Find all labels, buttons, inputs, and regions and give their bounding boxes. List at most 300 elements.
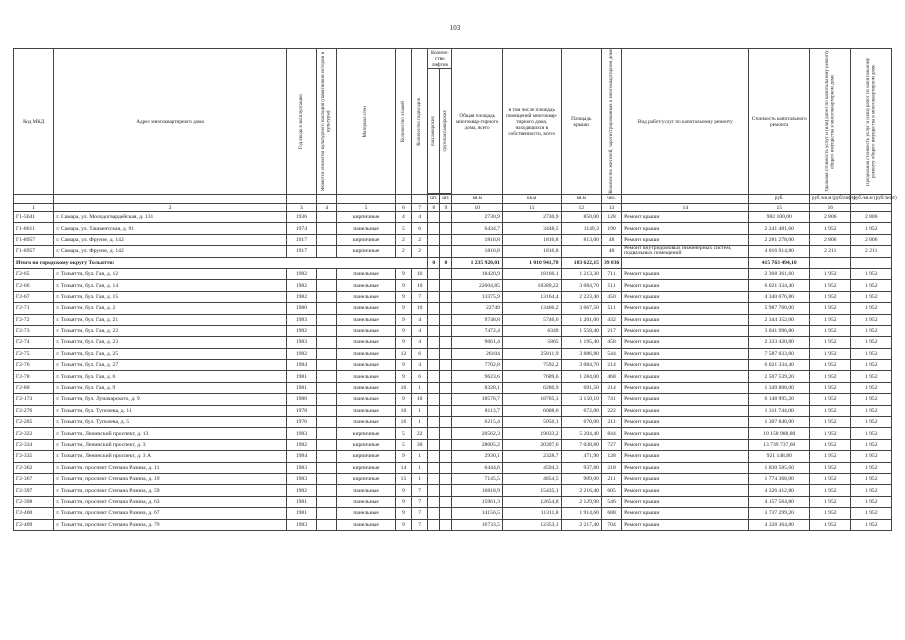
- cell-area-owned: 4854,5: [502, 473, 561, 484]
- header-entrances: Количество подъездов: [412, 49, 428, 195]
- column-number: 2: [54, 204, 286, 212]
- cell-lifts-cargo: [440, 325, 452, 336]
- cell-address: г. Тольятти, Ленинский проспект, д. 3: [54, 439, 286, 450]
- table-row: [14, 394, 892, 405]
- total-unit-blank: [810, 257, 851, 268]
- header-cost: Стоимость капитального ремонта: [749, 49, 810, 195]
- cell-area-owned: 15435,1: [502, 485, 561, 496]
- cell-lifts-pass: [428, 212, 440, 223]
- cell-address: г. Самара, ул. Ташкентская, д. 91: [54, 223, 286, 234]
- cell-unit-cost: 2 806: [810, 212, 851, 223]
- cell-address: г. Тольятти, бул. Гая, д. 23: [54, 337, 286, 348]
- cell-area-total: 28005,2: [452, 439, 503, 450]
- table-row: [14, 451, 892, 462]
- cell-lifts-pass: [428, 246, 440, 257]
- cell-year: 1917: [286, 246, 316, 257]
- cell-area-owned: 6008,6: [502, 405, 561, 416]
- cell-year: 1984: [286, 360, 316, 371]
- cell-address: г. Тольятти, бул. Туполева, д. 11: [54, 405, 286, 416]
- cell-unit-cost: 1 952: [810, 417, 851, 428]
- cell-heritage: [317, 223, 337, 234]
- cell-floors: 9: [395, 291, 411, 302]
- cell-floors: 9: [395, 451, 411, 462]
- table-row: [14, 439, 892, 450]
- cell-unit-cost: 1 952: [810, 291, 851, 302]
- cell-roof-area: 1 195,40: [561, 337, 601, 348]
- cell-floors: 9: [395, 314, 411, 325]
- cell-floors: 5: [395, 439, 411, 450]
- cell-lifts-pass: [428, 325, 440, 336]
- cell-roof-area: 672,00: [561, 405, 601, 416]
- cell-unit-cost: 1 952: [810, 371, 851, 382]
- cell-max-cost: 1 952: [851, 280, 892, 291]
- cell-cost: 1 830 585,60: [749, 462, 810, 473]
- cell-id: Г2-74: [14, 337, 54, 348]
- cell-work-type: Ремонт крыши: [622, 303, 749, 314]
- cell-id: Г2-322: [14, 428, 54, 439]
- cell-material: кирпичные: [337, 451, 396, 462]
- cell-area-owned: 25811,9: [502, 348, 561, 359]
- cell-address: г. Самара, ул. Фрунзе, д. 142: [54, 246, 286, 257]
- cell-material: кирпичные: [337, 428, 396, 439]
- cell-year: 1981: [286, 371, 316, 382]
- cell-unit-cost: 1 952: [810, 439, 851, 450]
- cell-address: г. Тольятти, бул. Гая, д. 12: [54, 268, 286, 279]
- cell-work-type: Ремонт крыши: [622, 212, 749, 223]
- cell-cost: 10 158 988,80: [749, 428, 810, 439]
- header-floors: Количество этажей: [395, 49, 411, 195]
- cell-floors: 9: [395, 325, 411, 336]
- cell-cost: 1 311 744,00: [749, 405, 810, 416]
- cell-roof-area: 1 201,00: [561, 314, 601, 325]
- unit-area-total: кв.м: [452, 195, 503, 204]
- cell-area-owned: 12654,8: [502, 496, 561, 507]
- cell-heritage: [317, 519, 337, 530]
- cell-entrances: 10: [412, 303, 428, 314]
- cell-id: Г2-409: [14, 519, 54, 530]
- cell-roof-area: 1 558,40: [561, 325, 601, 336]
- cell-area-total: 20562,3: [452, 428, 503, 439]
- cell-cost: 3 041 996,80: [749, 325, 810, 336]
- cell-work-type: Ремонт крыши: [622, 462, 749, 473]
- cell-roof-area: 670,00: [561, 417, 601, 428]
- cell-address: г. Самара, ул. Фрунзе, д. 142: [54, 234, 286, 245]
- total-lifts-pass: 0: [428, 257, 440, 268]
- cell-floors: 9: [395, 519, 411, 530]
- cell-cost: 3 737 299,20: [749, 508, 810, 519]
- cell-max-cost: 1 952: [851, 462, 892, 473]
- cell-lifts-pass: [428, 291, 440, 302]
- cell-lifts-cargo: [440, 417, 452, 428]
- cell-cost: 2 368 361,60: [749, 268, 810, 279]
- cell-material: панельные: [337, 303, 396, 314]
- cell-unit-cost: 1 952: [810, 360, 851, 371]
- header-lifts-pass: пассажирских: [428, 69, 440, 194]
- cell-roof-area: 1 213,30: [561, 268, 601, 279]
- cell-lifts-pass: [428, 496, 440, 507]
- cell-heritage: [317, 314, 337, 325]
- cell-lifts-pass: [428, 382, 440, 393]
- cell-unit-cost: 1 952: [810, 325, 851, 336]
- unit-lifts-pass: шт.: [428, 195, 440, 204]
- cell-floors: 2: [395, 246, 411, 257]
- cell-material: панельные: [337, 485, 396, 496]
- cell-area-total: 15961,3: [452, 496, 503, 507]
- total-lifts-cargo: 0: [440, 257, 452, 268]
- cell-lifts-cargo: [440, 382, 452, 393]
- cell-work-type: Ремонт крыши: [622, 394, 749, 405]
- cell-heritage: [317, 428, 337, 439]
- cell-id: Г2-67: [14, 291, 54, 302]
- cell-year: 1981: [286, 508, 316, 519]
- cell-residents: 211: [601, 417, 621, 428]
- cell-year: 1982: [286, 439, 316, 450]
- cell-area-owned: 5865: [502, 337, 561, 348]
- cell-area-owned: 6286,9: [502, 382, 561, 393]
- cell-area-total: 18420,9: [452, 268, 503, 279]
- cell-max-cost: 1 952: [851, 405, 892, 416]
- table-row: [14, 417, 892, 428]
- cell-residents: 727: [601, 439, 621, 450]
- column-number: 7: [412, 204, 428, 212]
- cell-unit-cost: 1 952: [810, 519, 851, 530]
- cell-area-total: 6434,7: [452, 223, 503, 234]
- column-number: 10: [452, 204, 503, 212]
- cell-address: г. Тольятти, бул. Гая, д. 15: [54, 291, 286, 302]
- cell-year: 1974: [286, 223, 316, 234]
- table-row: [14, 212, 892, 223]
- cell-id: Г2-75: [14, 348, 54, 359]
- cell-roof-area: 3 150,10: [561, 394, 601, 405]
- cell-floors: 5: [395, 223, 411, 234]
- cell-lifts-pass: [428, 417, 440, 428]
- cell-lifts-pass: [428, 473, 440, 484]
- cell-residents: 128: [601, 451, 621, 462]
- cell-id: Г2-72: [14, 314, 54, 325]
- cell-area-total: 9661,4: [452, 337, 503, 348]
- cell-material: панельные: [337, 291, 396, 302]
- cell-material: панельные: [337, 382, 396, 393]
- cell-heritage: [317, 462, 337, 473]
- cell-year: 1983: [286, 473, 316, 484]
- unit-max-cost: руб./кв.м (руб/лифт): [851, 195, 892, 204]
- cell-max-cost: 1 952: [851, 314, 892, 325]
- cell-lifts-cargo: [440, 291, 452, 302]
- column-number: 11: [502, 204, 561, 212]
- cell-max-cost: 1 952: [851, 428, 892, 439]
- unit-cost: руб.: [749, 195, 810, 204]
- cell-cost: 2 333 420,80: [749, 337, 810, 348]
- column-number: 16: [810, 204, 851, 212]
- cell-max-cost: 1 952: [851, 519, 892, 530]
- column-number: 6: [395, 204, 411, 212]
- cell-unit-cost: 1 952: [810, 451, 851, 462]
- cell-area-owned: 18166,1: [502, 268, 561, 279]
- cell-residents: 211: [601, 473, 621, 484]
- header-area-owned: в том числе площадь помещений многоквар-тирного дома, находящихся в собственности, всего: [502, 49, 561, 195]
- cell-year: 1981: [286, 496, 316, 507]
- cell-lifts-pass: [428, 223, 440, 234]
- cell-work-type: Ремонт крыши: [622, 314, 749, 325]
- cell-entrances: 7: [412, 485, 428, 496]
- cell-heritage: [317, 325, 337, 336]
- header-address: Адрес многоквартирного дома: [54, 49, 286, 195]
- column-number: 8: [428, 204, 440, 212]
- cell-heritage: [317, 417, 337, 428]
- cell-id: Г2-80: [14, 382, 54, 393]
- cell-residents: 511: [601, 303, 621, 314]
- cell-roof-area: 3 067,50: [561, 303, 601, 314]
- table-row: [14, 382, 892, 393]
- column-number: 5: [337, 204, 396, 212]
- column-number-blank: [851, 204, 892, 212]
- table-row: [14, 519, 892, 530]
- cell-id: Г2-65: [14, 268, 54, 279]
- cell-roof-area: 1 914,60: [561, 508, 601, 519]
- total-label: Итого по городскому округу Тольятти:: [14, 257, 428, 268]
- cell-residents: 741: [601, 394, 621, 405]
- table-row: [14, 428, 892, 439]
- cell-material: кирпичные: [337, 462, 396, 473]
- cell-max-cost: 1 952: [851, 223, 892, 234]
- cell-area-owned: 5056,1: [502, 417, 561, 428]
- cell-lifts-pass: [428, 485, 440, 496]
- cell-max-cost: 1 952: [851, 337, 892, 348]
- cell-lifts-pass: [428, 394, 440, 405]
- header-lifts-cargo: грузопассажирских: [440, 69, 452, 194]
- cell-unit-cost: 1 952: [810, 337, 851, 348]
- cell-unit-cost: 1 952: [810, 223, 851, 234]
- cell-lifts-cargo: [440, 337, 452, 348]
- cell-heritage: [317, 451, 337, 462]
- cell-lifts-cargo: [440, 462, 452, 473]
- cell-lifts-pass: [428, 280, 440, 291]
- table-row: [14, 223, 892, 234]
- cell-area-owned: 6349: [502, 325, 561, 336]
- cell-work-type: Ремонт крыши: [622, 223, 749, 234]
- cell-unit-cost: 1 952: [810, 473, 851, 484]
- column-numbers-row: [14, 204, 892, 212]
- cell-max-cost: 1 952: [851, 371, 892, 382]
- cell-id: Г2-397: [14, 485, 54, 496]
- cell-floors: 9: [395, 508, 411, 519]
- cell-work-type: Ремонт крыши: [622, 473, 749, 484]
- cell-year: 1982: [286, 325, 316, 336]
- cell-unit-cost: 1 952: [810, 405, 851, 416]
- cell-unit-cost: 1 952: [810, 508, 851, 519]
- cell-entrances: 1: [412, 382, 428, 393]
- cell-lifts-pass: [428, 405, 440, 416]
- cell-residents: 704: [601, 519, 621, 530]
- cell-residents: 605: [601, 485, 621, 496]
- cell-area-owned: 1816,8: [502, 234, 561, 245]
- cell-id: Г1-8957: [14, 234, 54, 245]
- cell-unit-cost: 1 952: [810, 303, 851, 314]
- cell-lifts-cargo: [440, 405, 452, 416]
- cell-max-cost: 1 952: [851, 439, 892, 450]
- cell-floors: 16: [395, 405, 411, 416]
- cell-id: Г2-73: [14, 325, 54, 336]
- cell-material: панельные: [337, 405, 396, 416]
- column-number: 14: [622, 204, 749, 212]
- cell-floors: 9: [395, 485, 411, 496]
- cell-year: 1982: [286, 268, 316, 279]
- cell-floors: 5: [395, 428, 411, 439]
- cell-work-type: Ремонт крыши: [622, 280, 749, 291]
- cell-roof-area: 3 084,70: [561, 360, 601, 371]
- cell-entrances: 7: [412, 519, 428, 530]
- cell-lifts-cargo: [440, 485, 452, 496]
- cell-lifts-pass: [428, 439, 440, 450]
- cell-max-cost: 1 952: [851, 451, 892, 462]
- cell-heritage: [317, 246, 337, 257]
- cell-roof-area: 3 084,70: [561, 280, 601, 291]
- cell-roof-area: 5 204,40: [561, 428, 601, 439]
- cell-cost: 4 340 076,80: [749, 291, 810, 302]
- cell-area-owned: 12353,1: [502, 519, 561, 530]
- cell-area-owned: 4594,3: [502, 462, 561, 473]
- cell-lifts-pass: [428, 451, 440, 462]
- cell-work-type: Ремонт внутридомовых инженерных систем, подвальных помещений: [622, 246, 749, 257]
- table-row: [14, 405, 892, 416]
- cell-residents: 844: [601, 428, 621, 439]
- cell-lifts-cargo: [440, 519, 452, 530]
- table-row: [14, 473, 892, 484]
- cell-work-type: Ремонт крыши: [622, 519, 749, 530]
- column-number: 9: [440, 204, 452, 212]
- header-residents: Количество жителей, зарегистрированных в многоквартирном доме: [601, 49, 621, 195]
- cell-material: кирпичные: [337, 473, 396, 484]
- table-row: [14, 246, 892, 257]
- cell-area-total: 6215,4: [452, 417, 503, 428]
- cell-area-total: 13375,9: [452, 291, 503, 302]
- cell-work-type: Ремонт крыши: [622, 451, 749, 462]
- header-heritage: Является объектом культурного наследия (памятником истории и культуры): [317, 49, 337, 195]
- header-unit-cost: Удельная стоимость услуг и (или) работ по капитальному ремонту общего имущества в многоквартирном доме: [810, 49, 851, 195]
- cell-max-cost: 1 952: [851, 291, 892, 302]
- cell-residents: 711: [601, 268, 621, 279]
- cell-cost: 2 281 278,00: [749, 234, 810, 245]
- cell-year: 1983: [286, 462, 316, 473]
- cell-area-owned: 3448,5: [502, 223, 561, 234]
- cell-residents: 222: [601, 405, 621, 416]
- cell-roof-area: 471,90: [561, 451, 601, 462]
- table-row: [14, 280, 892, 291]
- cell-entrances: 1: [412, 462, 428, 473]
- cell-year: 1980: [286, 394, 316, 405]
- cell-cost: 7 587 033,60: [749, 348, 810, 359]
- cell-work-type: Ремонт крыши: [622, 268, 749, 279]
- cell-cost: 1 774 368,00: [749, 473, 810, 484]
- cell-id: Г1-8611: [14, 223, 54, 234]
- cell-entrances: 10: [412, 394, 428, 405]
- cell-year: 1983: [286, 337, 316, 348]
- cell-id: Г2-335: [14, 451, 54, 462]
- cell-unit-cost: 1 952: [810, 394, 851, 405]
- column-number: 13: [601, 204, 621, 212]
- cell-heritage: [317, 348, 337, 359]
- cell-entrances: 4: [412, 325, 428, 336]
- cell-work-type: Ремонт крыши: [622, 496, 749, 507]
- cell-area-owned: 18389,22: [502, 280, 561, 291]
- cell-address: г. Тольятти, бул. Гая, д. 21: [54, 314, 286, 325]
- cell-unit-cost: 2 806: [810, 234, 851, 245]
- cell-max-cost: 1 952: [851, 382, 892, 393]
- cell-lifts-cargo: [440, 394, 452, 405]
- cell-floors: 2: [395, 234, 411, 245]
- cell-floors: 9: [395, 360, 411, 371]
- cell-floors: 9: [395, 394, 411, 405]
- cell-id: Г2-276: [14, 405, 54, 416]
- cell-max-cost: 1 952: [851, 360, 892, 371]
- cell-work-type: Ремонт крыши: [622, 291, 749, 302]
- cell-area-owned: 7592,2: [502, 360, 561, 371]
- cell-id: Г2-285: [14, 417, 54, 428]
- cell-lifts-cargo: [440, 280, 452, 291]
- cell-entrances: 7: [412, 508, 428, 519]
- cell-heritage: [317, 212, 337, 223]
- cell-residents: 468: [601, 371, 621, 382]
- cell-area-owned: 18705,3: [502, 394, 561, 405]
- cell-residents: 128: [601, 212, 621, 223]
- cell-area-owned: 13164,4: [502, 291, 561, 302]
- cell-residents: 458: [601, 337, 621, 348]
- cell-lifts-cargo: [440, 371, 452, 382]
- cell-residents: 544: [601, 348, 621, 359]
- table-row: [14, 496, 892, 507]
- header-year: Год ввода в эксплуатацию: [286, 49, 316, 195]
- cell-lifts-cargo: [440, 508, 452, 519]
- cell-floors: 16: [395, 382, 411, 393]
- cell-address: г. Тольятти, проспект Степана Разина, д. 19: [54, 473, 286, 484]
- cell-unit-cost: 1 952: [810, 382, 851, 393]
- cell-roof-area: 2 217,40: [561, 519, 601, 530]
- cell-residents: 450: [601, 291, 621, 302]
- cell-material: панельные: [337, 314, 396, 325]
- cell-heritage: [317, 337, 337, 348]
- cell-id: Г2-367: [14, 473, 54, 484]
- cell-id: Г2-400: [14, 508, 54, 519]
- column-number: 15: [749, 204, 810, 212]
- header-material: Материал стен: [337, 49, 396, 195]
- header-lifts: Количе-ство лифтов: [428, 49, 452, 69]
- cell-unit-cost: 1 952: [810, 348, 851, 359]
- table-row: [14, 508, 892, 519]
- cell-lifts-cargo: [440, 451, 452, 462]
- cell-max-cost: 1 952: [851, 496, 892, 507]
- unit-area-owned: кв.м: [502, 195, 561, 204]
- cell-roof-area: [561, 246, 601, 257]
- cell-address: г. Тольятти, проспект Степана Разина, д. 59: [54, 485, 286, 496]
- total-roof-area: 183 622,15: [561, 257, 601, 268]
- cell-address: г. Самара, ул. Молодогвардейская, д. 131: [54, 212, 286, 223]
- cell-area-total: 18576,7: [452, 394, 503, 405]
- cell-material: панельные: [337, 394, 396, 405]
- cell-entrances: 22: [412, 428, 428, 439]
- cell-lifts-cargo: [440, 360, 452, 371]
- cell-floors: 14: [395, 462, 411, 473]
- cell-work-type: Ремонт крыши: [622, 348, 749, 359]
- cell-area-owned: 19033,2: [502, 428, 561, 439]
- cell-work-type: Ремонт крыши: [622, 485, 749, 496]
- cell-work-type: Ремонт крыши: [622, 360, 749, 371]
- cell-year: 1917: [286, 234, 316, 245]
- cell-residents: 214: [601, 360, 621, 371]
- cell-entrances: 10: [412, 268, 428, 279]
- cell-year: 1982: [286, 348, 316, 359]
- cell-cost: 1 349 808,00: [749, 382, 810, 393]
- cell-cost: 6 021 334,40: [749, 360, 810, 371]
